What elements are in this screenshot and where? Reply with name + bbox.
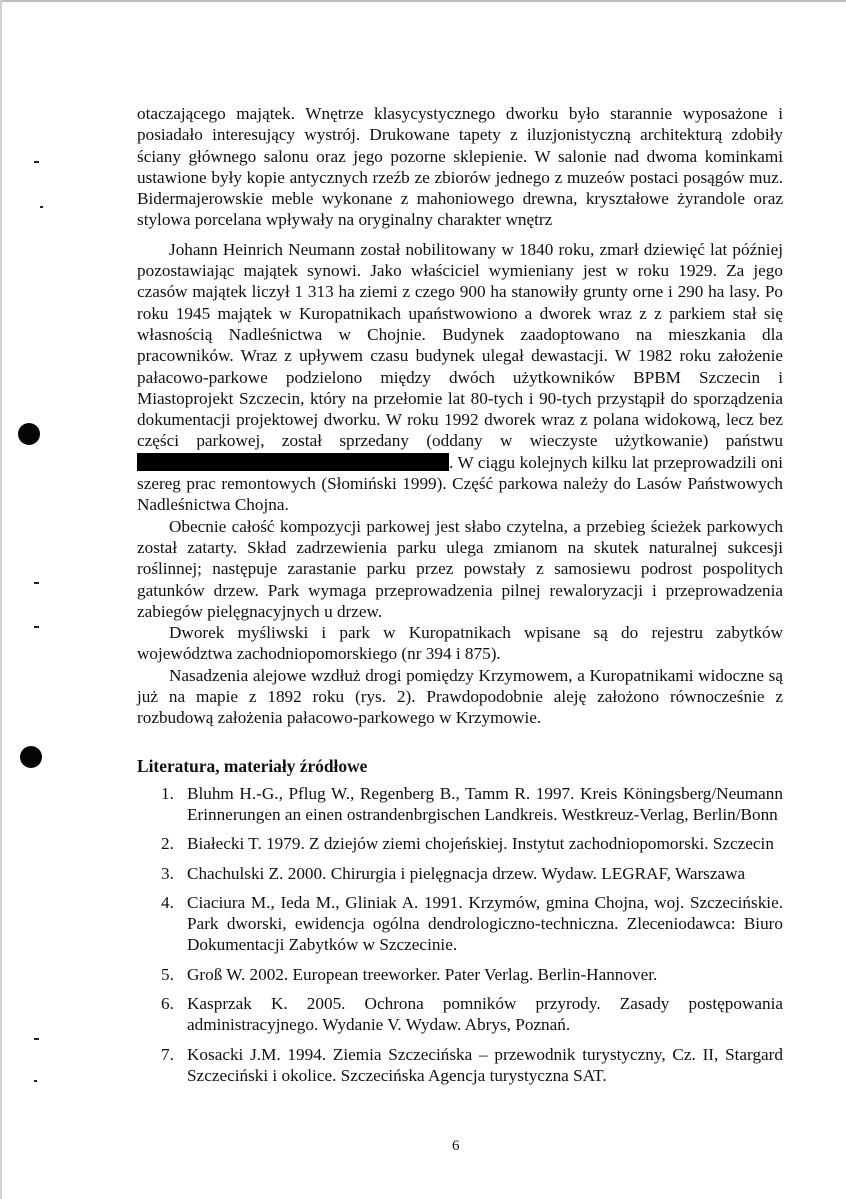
- list-item-number: 7.: [161, 1044, 174, 1064]
- list-item-number: 2.: [161, 834, 174, 854]
- page-number: 6: [452, 1138, 460, 1154]
- literature-list: [137, 783, 783, 1087]
- paragraph-text: Nasadzenia alejowe wzdłuż drogi pomiędzy Krzymowem, a Kuropatnikami widoczne są już na mapie z 1892 roku (rys. 2). Prawdopodobnie aleję założono równocześnie z rozbudową założenia pałacowo-parkowego w Krzymowie.: [137, 665, 783, 728]
- redaction-bar: [137, 453, 449, 471]
- list-item-number: 5.: [161, 964, 174, 984]
- list-item-text: Chachulski Z. 2000. Chirurgia i pielęgnacja drzew. Wydaw. LEGRAF, Warszawa: [187, 863, 746, 883]
- paragraph-text: Johann Heinrich Neumann został nobilitowany w 1840 roku, zmarł dziewięć lat później pozostawiając majątek synowi. Jako właściciel wymieniany jest w roku 1929. Za jego czasów majątek liczył 1 313 ha ziemi z czego 900 ha stanowiły grunty orne i 290 ha lasy. Po roku 1945 majątek w Kuropatnikach upaństwowiono a dworek wraz z z parkiem stał się własnością Nadleśnictwa w Chojnie. Budynek zaadoptowano na mieszkania dla pracowników. Wraz z upływem czasu budynek ulegał dewastacji. W 1982 roku założenie pałacowo-parkowe podzielono między dwóch użytkowników BPBM Szczecin i Miastoprojekt Szczecin, który na przełomie lat 80-tych i 90-tych przystąpił do sporządzenia dokumentacji projektowej dworku. W roku 1992 dworek wraz z polana widokową, lecz bez części parkowej, został sprzedany (oddany w wieczyste użytkowanie) państwu: [137, 239, 783, 451]
- punch-hole-top: [18, 423, 40, 445]
- list-item: [137, 1044, 783, 1087]
- scan-mark: [34, 1038, 39, 1040]
- list-item: [137, 833, 783, 854]
- list-item-number: 4.: [161, 892, 174, 912]
- list-item-text: Ciaciura M., Ieda M., Gliniak A. 1991. Krzymów, gmina Chojna, woj. Szczecińskie. Park dworski, ewidencja ogólna dendrologiczno-techniczna. Zleceniodawca: Biuro Dokumentacji Zabytków w Szczecinie.: [187, 892, 783, 955]
- paragraph-park-condition: [137, 516, 783, 622]
- list-item-text: Kasprzak K. 2005. Ochrona pomników przyrody. Zasady postępowania administracyjnego. Wydanie V. Wydaw. Abrys, Poznań.: [187, 993, 783, 1035]
- list-item-number: 1.: [161, 783, 174, 803]
- paragraph-avenue-plantings: [137, 665, 783, 729]
- scan-edge-left: [0, 0, 2, 1199]
- list-item-text: Białecki T. 1979. Z dziejów ziemi chojeńskiej. Instytut zachodniopomorski. Szczecin: [187, 834, 774, 854]
- list-item-text: Bluhm H.-G., Pflug W., Regenberg B., Tamm R. 1997. Kreis Köningsberg/Neumann Erinnerungen an einen ostrandenbrgischen Landkreis. Westkreuz-Verlag, Berlin/Bonn: [187, 783, 783, 824]
- paragraph-text: . W ciągu kolejnych kilku lat przeprowadzili oni szereg prac remontowych (Słomiński 1999). Część parkowa należy do Lasów Państwowych Nadleśnictwa Chojna.: [137, 452, 783, 515]
- scan-edge-top: [0, 0, 846, 2]
- list-item: [137, 993, 783, 1036]
- list-item: [137, 964, 783, 985]
- list-item-number: 3.: [161, 863, 174, 883]
- scan-mark: [34, 1080, 37, 1082]
- scan-mark: [34, 626, 39, 628]
- list-item: [137, 892, 783, 956]
- scan-mark: [40, 206, 43, 208]
- paragraph-neumann-history: [137, 239, 783, 516]
- paragraph-text: otaczającego majątek. Wnętrze klasycystycznego dworku było starannie wyposażone i posiadało interesujący wystrój. Drukowane tapety z iluzjonistyczną architekturą zdobiły ściany głównego salonu oraz jego pozorne sklepienie. W salonie nad dwoma kominkami ustawione były kopie antycznych rzeźb ze zbiorów jednego z muzeów postaci posągów muz. Bidermajerowskie meble wykonane z mahoniowego drewna, kryształowe żyrandole oraz stylowa porcelana wpływały na oryginalny charakter wnętrz: [137, 104, 783, 230]
- paragraph-text: Obecnie całość kompozycji parkowej jest słabo czytelna, a przebieg ścieżek parkowych został zatarty. Skład zadrzewienia parku ulega zmianom na skutek naturalnej sukcesji roślinnej; następuje zarastanie parku przez powstały z samosiewu podrost pospolitych gatunków drzew. Park wymaga przeprowadzenia pilnej rewaloryzacji i przeprowadzenia zabiegów pielęgnacyjnych u drzew.: [137, 516, 783, 621]
- paragraph-monument-register: [137, 622, 783, 665]
- paragraph-text: Dworek myśliwski i park w Kuropatnikach wpisane są do rejestru zabytków województwa zachodniopomorskiego (nr 394 i 875).: [137, 623, 783, 664]
- list-item-text: Kosacki J.M. 1994. Ziemia Szczecińska – przewodnik turystyczny, Cz. II, Stargard Szczeciński i okolice. Szczecińska Agencja turystyczna SAT.: [187, 1044, 783, 1085]
- scan-mark: [34, 582, 39, 584]
- list-item-number: 6.: [161, 993, 174, 1013]
- document-body: [137, 103, 783, 1094]
- paragraph-manor-interior: [137, 103, 783, 231]
- literature-heading: Literatura, materiały źródłowe: [137, 755, 368, 776]
- list-item: [137, 783, 783, 826]
- list-item: [137, 863, 783, 884]
- list-item-text: Groß W. 2002. European treeworker. Pater Verlag. Berlin-Hannover.: [187, 964, 658, 984]
- scan-mark: [34, 161, 39, 163]
- punch-hole-bottom: [20, 746, 42, 768]
